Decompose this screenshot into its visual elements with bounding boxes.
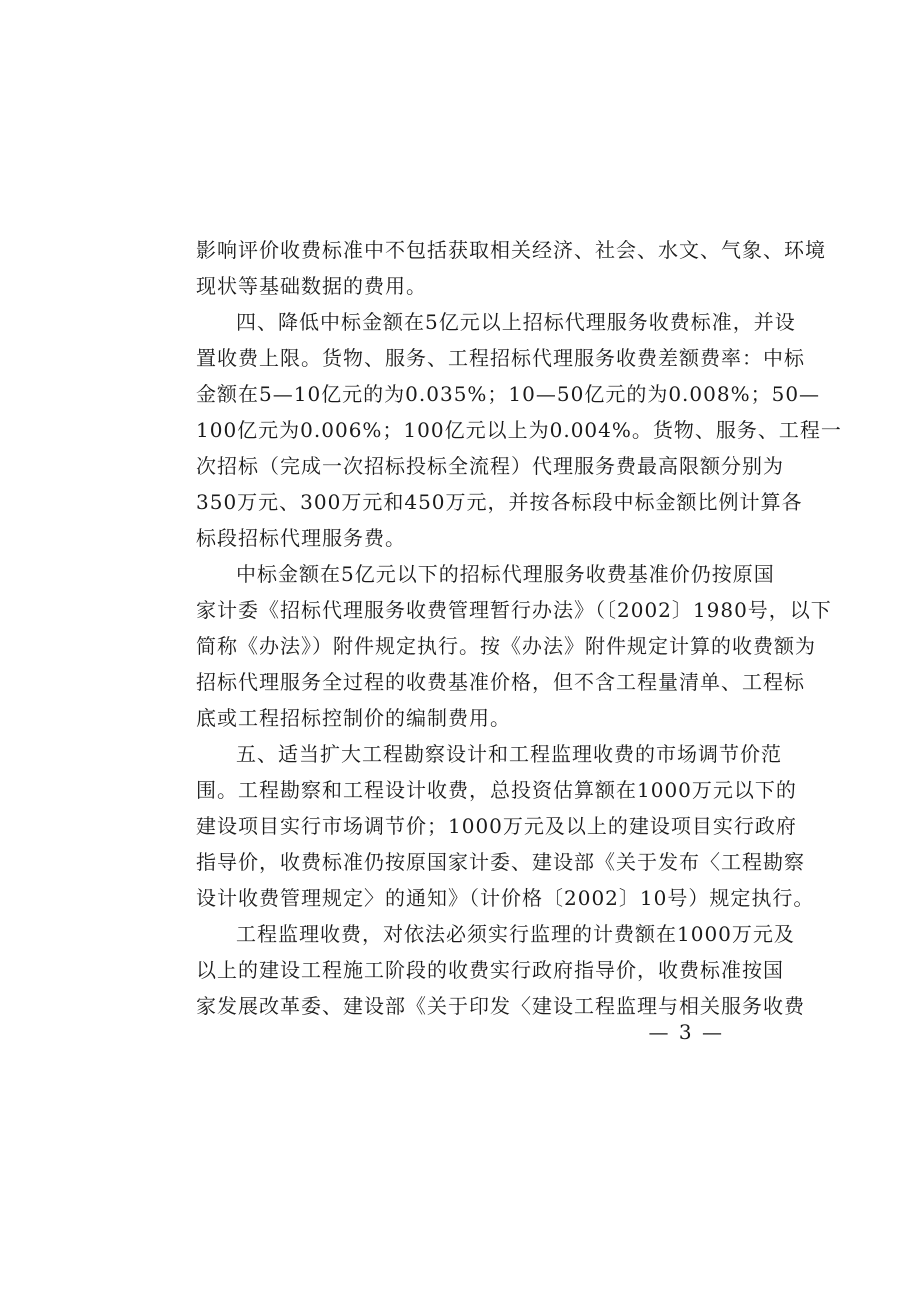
paragraph	[196, 736, 815, 916]
paragraph	[196, 556, 832, 736]
text-line: 设计收费管理规定〉的通知》（计价格〔2002〕10号）规定执行。	[196, 886, 815, 910]
text-line: 简称《办法》）附件规定执行。按《办法》附件规定计算的收费额为	[196, 634, 816, 658]
text-line: 影响评价收费标准中不包括获取相关经济、社会、水文、气象、环境	[196, 238, 826, 262]
body-text	[196, 232, 842, 1024]
text-line: 招标代理服务全过程的收费基准价格，但不含工程量清单、工程标	[196, 670, 805, 694]
text-line: 底或工程招标控制价的编制费用。	[196, 706, 511, 730]
text-line: 次招标（完成一次招标投标全流程）代理服务费最高限额分别为	[196, 454, 784, 478]
text-line: 五、适当扩大工程勘察设计和工程监理收费的市场调节价范	[236, 742, 782, 766]
paragraph	[196, 916, 805, 1024]
paragraph	[196, 304, 842, 556]
text-line: 100亿元为0.006%；100亿元以上为0.004%。货物、服务、工程一	[196, 418, 842, 442]
text-line: 建设项目实行市场调节价；1000万元及以上的建设项目实行政府	[196, 814, 797, 838]
text-line: 现状等基础数据的费用。	[196, 274, 427, 298]
text-line: 置收费上限。货物、服务、工程招标代理服务收费差额费率：中标	[196, 346, 805, 370]
page-number: — 3 —	[648, 1020, 724, 1044]
text-line: 家计委《招标代理服务收费管理暂行办法》（〔2002〕1980号，以下	[196, 598, 832, 622]
text-line: 中标金额在5亿元以下的招标代理服务收费基准价仍按原国	[236, 562, 775, 586]
text-line: 350万元、300万元和450万元，并按各标段中标金额比例计算各	[196, 490, 803, 514]
text-line: 家发展改革委、建设部《关于印发〈建设工程监理与相关服务收费	[196, 994, 805, 1018]
text-line: 工程监理收费，对依法必须实行监理的计费额在1000万元及	[236, 922, 795, 946]
text-line: 四、降低中标金额在5亿元以上招标代理服务收费标准，并设	[236, 310, 796, 334]
text-line: 以上的建设工程施工阶段的收费实行政府指导价，收费标准按国	[196, 958, 784, 982]
text-line: 围。工程勘察和工程设计收费，总投资估算额在1000万元以下的	[196, 778, 797, 802]
text-line: 指导价，收费标准仍按原国家计委、建设部《关于发布〈工程勘察	[196, 850, 805, 874]
paragraph	[196, 232, 826, 304]
text-line: 标段招标代理服务费。	[196, 526, 406, 550]
text-line: 金额在5—10亿元的为0.035%；10—50亿元的为0.008%；50—	[196, 382, 821, 406]
